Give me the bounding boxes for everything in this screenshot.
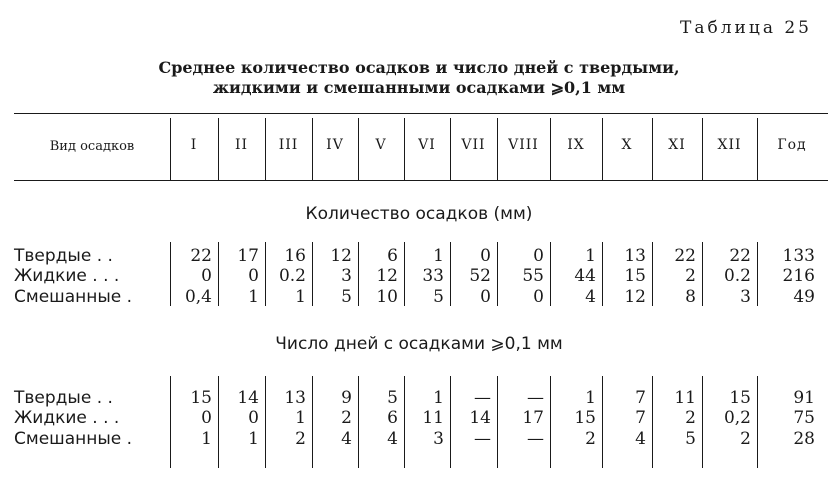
header-top-rule xyxy=(14,113,828,114)
table-cell-year: 216 xyxy=(782,266,815,286)
row-label: Твердые . . xyxy=(14,388,113,408)
table-cell: 2 xyxy=(341,408,352,428)
table-cell: 1 xyxy=(248,429,259,449)
header-column-rule xyxy=(702,118,703,180)
table-cell: 7 xyxy=(635,388,646,408)
table-cell: 0.2 xyxy=(278,266,306,286)
table-cell: 2 xyxy=(295,429,306,449)
row-label: Жидкие . . . xyxy=(14,266,120,286)
table-cell: 1 xyxy=(248,287,259,307)
header-column-rule xyxy=(550,118,551,180)
table-cell: 15 xyxy=(624,266,646,286)
table-cell: 22 xyxy=(674,246,696,266)
table-cell: 1 xyxy=(433,388,444,408)
table-cell: 0 xyxy=(533,287,544,307)
table-cell: 5 xyxy=(387,388,398,408)
table-cell: 13 xyxy=(624,246,646,266)
table-cell: 4 xyxy=(585,287,596,307)
table-cell: 1 xyxy=(433,246,444,266)
table-cell: 17 xyxy=(237,246,259,266)
table-cell: 5 xyxy=(685,429,696,449)
header-column-rule xyxy=(602,118,603,180)
table-cell: 0 xyxy=(480,246,491,266)
table-cell: 13 xyxy=(284,388,306,408)
table-cell: 4 xyxy=(387,429,398,449)
table-cell: 4 xyxy=(341,429,352,449)
table-cell: 0 xyxy=(480,287,491,307)
table-cell: 2 xyxy=(685,266,696,286)
table-cell: 7 xyxy=(635,408,646,428)
table-cell: 12 xyxy=(330,246,352,266)
table-cell: — xyxy=(474,429,491,449)
table-cell-year: 91 xyxy=(793,388,815,408)
table-cell: 8 xyxy=(685,287,696,307)
table-cell: 11 xyxy=(674,388,696,408)
header-column-rule xyxy=(218,118,219,180)
row-label: Смешанные . xyxy=(14,429,133,449)
table-cell: 4 xyxy=(635,429,646,449)
table-cell: — xyxy=(527,429,544,449)
header-month-10: X xyxy=(621,137,633,153)
table-cell: 12 xyxy=(624,287,646,307)
header-month-9: IX xyxy=(567,137,585,153)
table-cell: 0 xyxy=(533,246,544,266)
table-cell-year: 75 xyxy=(793,408,815,428)
table-cell: 5 xyxy=(341,287,352,307)
header-column-rule xyxy=(497,118,498,180)
table-cell-year: 133 xyxy=(782,246,815,266)
table-cell: 1 xyxy=(295,408,306,428)
table-cell: 33 xyxy=(422,266,444,286)
table-cell: 44 xyxy=(574,266,596,286)
table-cell: 10 xyxy=(376,287,398,307)
header-column-rule xyxy=(757,118,758,180)
table-cell: 16 xyxy=(284,246,306,266)
header-month-4: IV xyxy=(326,137,344,153)
table-cell: 9 xyxy=(341,388,352,408)
caption-line-1: Среднее количество осадков и число дней с твердыми, xyxy=(158,58,680,77)
header-month-6: VI xyxy=(418,137,436,153)
table-caption xyxy=(0,58,838,98)
table-cell: 0 xyxy=(248,408,259,428)
table-cell: 0,4 xyxy=(184,287,212,307)
header-month-1: I xyxy=(190,137,198,153)
table-cell: 11 xyxy=(422,408,444,428)
table-cell: 55 xyxy=(522,266,544,286)
table-cell-year: 49 xyxy=(793,287,815,307)
header-column-rule xyxy=(652,118,653,180)
header-year: Год xyxy=(777,137,807,153)
table-cell: 6 xyxy=(387,246,398,266)
table-cell: 1 xyxy=(295,287,306,307)
table-cell: 5 xyxy=(433,287,444,307)
row-label: Твердые . . xyxy=(14,246,113,266)
table-cell: 0 xyxy=(201,266,212,286)
table-number: Таблица 25 xyxy=(680,18,812,38)
header-column-rule xyxy=(265,118,266,180)
header-column-rule xyxy=(358,118,359,180)
table-cell: 14 xyxy=(469,408,491,428)
table-cell: 52 xyxy=(469,266,491,286)
table-cell: 22 xyxy=(190,246,212,266)
table-cell: 15 xyxy=(729,388,751,408)
section-title-amount: Количество осадков (мм) xyxy=(305,204,533,224)
table-cell: 2 xyxy=(740,429,751,449)
table-cell-year: 28 xyxy=(793,429,815,449)
row-label: Смешанные . xyxy=(14,287,133,307)
section-title-days: Число дней с осадками ⩾0,1 мм xyxy=(275,334,563,354)
table-cell: 1 xyxy=(585,388,596,408)
table-cell: 1 xyxy=(201,429,212,449)
header-month-12: XII xyxy=(717,137,742,153)
header-month-11: XI xyxy=(668,137,686,153)
table-cell: 0,2 xyxy=(723,408,751,428)
header-month-8: VIII xyxy=(508,137,539,153)
table-cell: 3 xyxy=(341,266,352,286)
table-cell: — xyxy=(527,388,544,408)
table-cell: 2 xyxy=(685,408,696,428)
header-bottom-rule xyxy=(14,180,828,181)
table-cell: 17 xyxy=(522,408,544,428)
header-month-2: II xyxy=(234,137,249,153)
table-cell: 1 xyxy=(585,246,596,266)
header-month-7: VII xyxy=(461,137,486,153)
table-cell: 22 xyxy=(729,246,751,266)
table-cell: 15 xyxy=(574,408,596,428)
header-column-rule xyxy=(404,118,405,180)
header-first-col: Вид осадков xyxy=(49,139,135,154)
header-column-rule xyxy=(312,118,313,180)
table-cell: 0.2 xyxy=(723,266,751,286)
header-month-5: V xyxy=(375,137,387,153)
table-cell: 3 xyxy=(740,287,751,307)
table-cell: 3 xyxy=(433,429,444,449)
table-cell: 15 xyxy=(190,388,212,408)
table-cell: 0 xyxy=(201,408,212,428)
table-cell: — xyxy=(474,388,491,408)
table-cell: 2 xyxy=(585,429,596,449)
header-month-3: III xyxy=(278,137,299,153)
table-cell: 6 xyxy=(387,408,398,428)
header-column-rule xyxy=(450,118,451,180)
table-cell: 0 xyxy=(248,266,259,286)
header-column-rule xyxy=(170,118,171,180)
caption-line-2: жидкими и смешанными осадками ⩾0,1 мм xyxy=(212,78,626,97)
table-cell: 12 xyxy=(376,266,398,286)
table-cell: 14 xyxy=(237,388,259,408)
row-label: Жидкие . . . xyxy=(14,408,120,428)
